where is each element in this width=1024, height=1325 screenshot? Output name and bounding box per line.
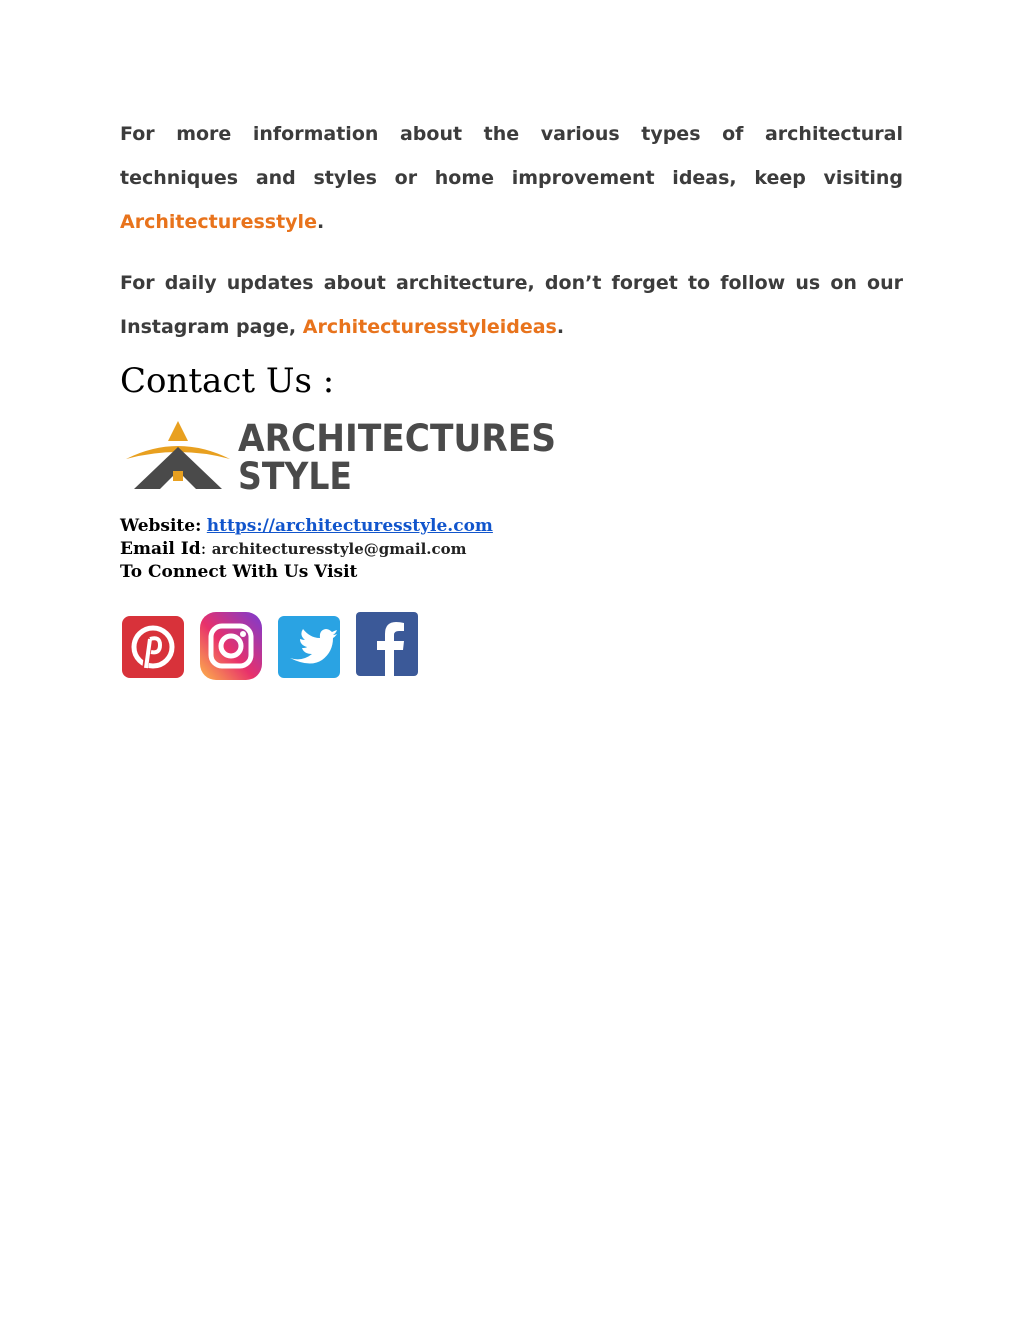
logo-text-line2: STYLE bbox=[238, 455, 352, 498]
instagram-icon[interactable] bbox=[198, 612, 264, 682]
instagram-paragraph-period: . bbox=[556, 316, 565, 338]
email-value: architecturesstyle@gmail.com bbox=[211, 540, 467, 558]
logo-window bbox=[173, 471, 183, 481]
contact-details bbox=[120, 515, 903, 584]
instagram-paragraph-text: For daily updates about architecture, don’t forget to follow us on our Instagram page, bbox=[120, 272, 903, 338]
pinterest-icon[interactable] bbox=[120, 612, 186, 682]
architecturesstyleideas-link[interactable]: Architecturesstyleideas bbox=[302, 316, 557, 338]
info-paragraph-text: For more information about the various types of architectural techniques and styles or home improvement ideas, keep visiting bbox=[120, 123, 903, 189]
architectures-style-logo bbox=[120, 415, 560, 501]
website-row bbox=[120, 515, 903, 538]
email-row bbox=[120, 538, 903, 561]
connect-text: To Connect With Us Visit bbox=[120, 562, 358, 582]
email-separator: : bbox=[200, 539, 207, 559]
social-icons-row bbox=[120, 612, 903, 682]
contact-heading: Contact Us : bbox=[120, 361, 335, 401]
website-link[interactable]: https://architecturesstyle.com bbox=[206, 516, 493, 536]
instagram-paragraph bbox=[120, 261, 903, 349]
logo-text-line1: ARCHITECTURES bbox=[238, 417, 556, 460]
info-paragraph bbox=[120, 112, 903, 244]
email-label: Email Id bbox=[120, 539, 201, 559]
document-page bbox=[120, 112, 903, 682]
website-label: Website: bbox=[120, 516, 202, 536]
twitter-icon[interactable] bbox=[276, 612, 342, 682]
info-paragraph-period: . bbox=[316, 211, 325, 233]
facebook-icon[interactable] bbox=[354, 612, 420, 682]
logo-roof-tip bbox=[168, 421, 188, 441]
architecturesstyle-link[interactable]: Architecturesstyle bbox=[120, 211, 317, 233]
